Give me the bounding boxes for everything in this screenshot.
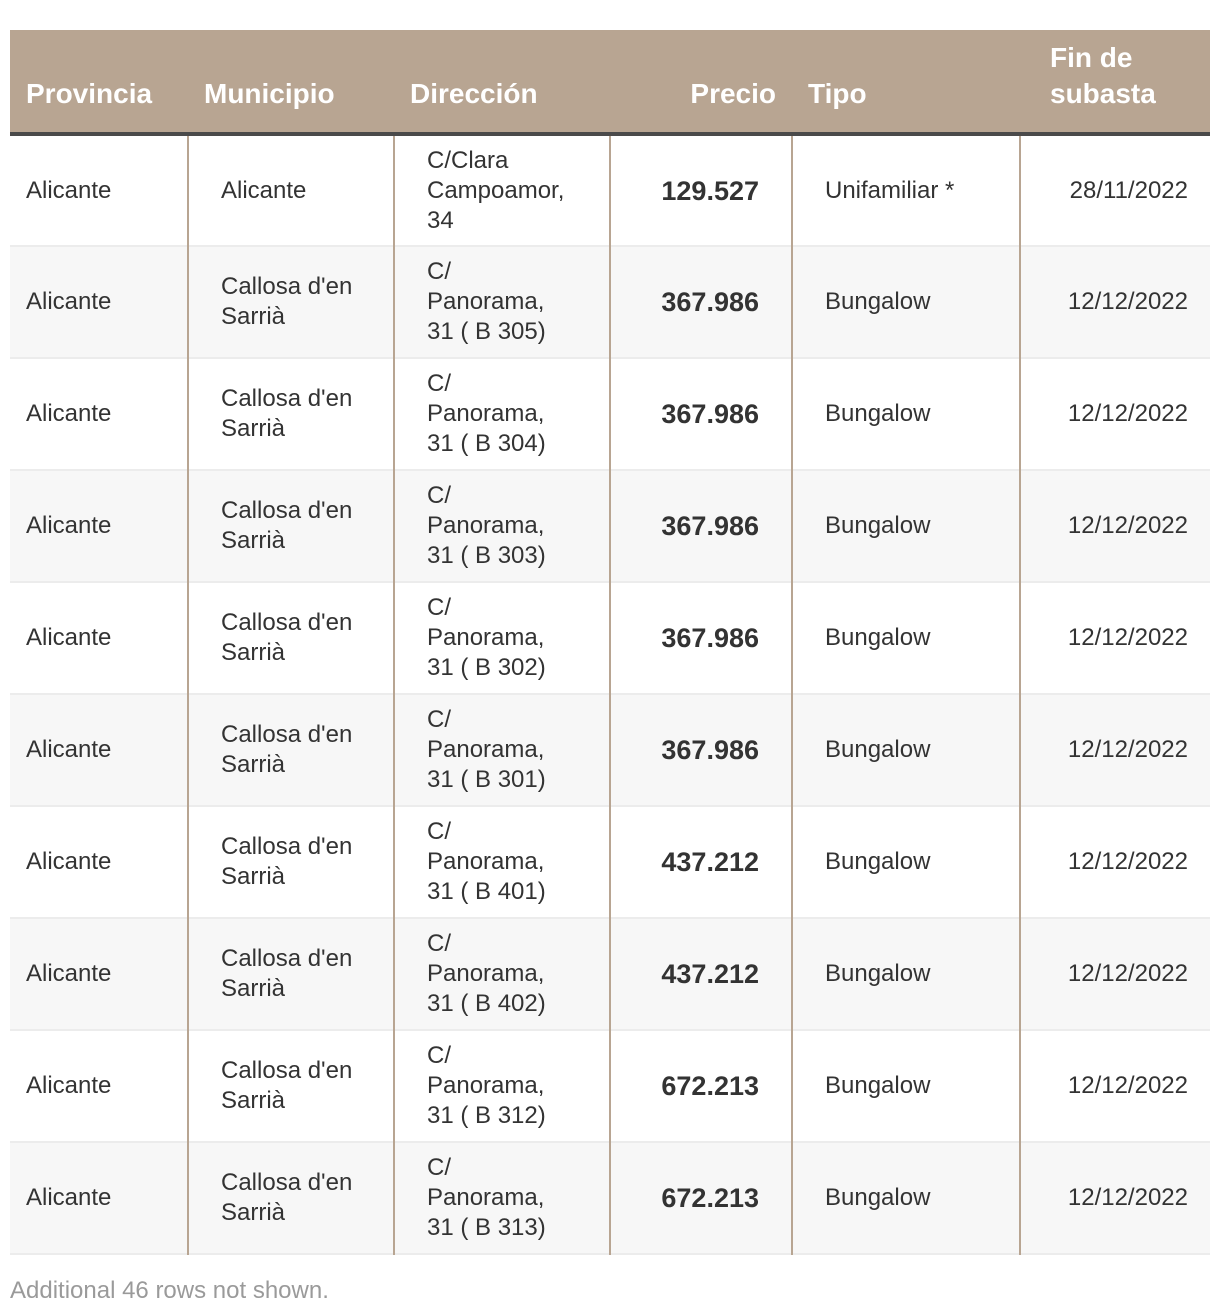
cell-tipo: Bungalow [792, 582, 1020, 694]
direccion-line: 31 ( B 313) [427, 1214, 546, 1241]
direccion-line: Panorama, [427, 1184, 545, 1211]
municipio-line: Alicante [221, 176, 307, 204]
cell-fin-de-subasta: 28/11/2022 [1020, 134, 1210, 246]
cell-precio: 437.212 [610, 806, 792, 918]
cell-tipo: Bungalow [792, 246, 1020, 358]
municipio-line: Sarrià [221, 975, 286, 1002]
direccion-line: Panorama, [427, 848, 545, 875]
column-header-precio: Precio [610, 30, 792, 134]
cell-direccion [394, 470, 610, 582]
cell-fin-de-subasta: 12/12/2022 [1020, 246, 1210, 358]
cell-provincia: Alicante [26, 400, 112, 427]
direccion-line: Campoamor, [427, 176, 565, 204]
direccion-line: Panorama, [427, 400, 545, 427]
municipio-line: Callosa d'en [221, 1057, 353, 1084]
auction-table [10, 30, 1210, 1255]
municipio-line: Callosa d'en [221, 609, 353, 636]
cell-provincia: Alicante [26, 176, 112, 204]
column-header-tipo: Tipo [792, 30, 1020, 134]
header-fin-line2: subasta [1050, 78, 1156, 109]
cell-fin-de-subasta: 12/12/2022 [1020, 358, 1210, 470]
municipio-line: Callosa d'en [221, 833, 353, 860]
table-row [10, 918, 1210, 1030]
direccion-line: C/Clara [427, 146, 509, 174]
cell-precio: 367.986 [610, 358, 792, 470]
direccion-line: Panorama, [427, 960, 545, 987]
direccion-line: 31 ( B 303) [427, 542, 546, 569]
direccion-line: 31 ( B 304) [427, 430, 546, 457]
table-row [10, 582, 1210, 694]
cell-direccion [394, 1030, 610, 1142]
rows-not-shown-note: Additional 46 rows not shown. [10, 1277, 329, 1304]
cell-direccion [394, 806, 610, 918]
direccion-line: C/ [427, 258, 451, 285]
municipio-line: Callosa d'en [221, 721, 353, 748]
column-header-municipio: Municipio [188, 30, 394, 134]
cell-provincia: Alicante [26, 1072, 112, 1099]
cell-fin-de-subasta: 12/12/2022 [1020, 806, 1210, 918]
cell-tipo: Bungalow [792, 470, 1020, 582]
cell-municipio [188, 1030, 394, 1142]
municipio-line: Sarrià [221, 1087, 286, 1114]
header-row [10, 30, 1210, 134]
cell-direccion [394, 246, 610, 358]
direccion-line: C/ [427, 1042, 451, 1069]
cell-precio: 437.212 [610, 918, 792, 1030]
direccion-line: 31 ( B 302) [427, 654, 546, 681]
cell-precio: 367.986 [610, 694, 792, 806]
cell-tipo: Bungalow [792, 806, 1020, 918]
table-row [10, 694, 1210, 806]
cell-provincia: Alicante [26, 288, 112, 315]
cell-tipo: Unifamiliar * [792, 134, 1020, 246]
auction-table-container [10, 30, 1210, 1255]
municipio-line: Sarrià [221, 527, 286, 554]
municipio-line: Sarrià [221, 639, 286, 666]
cell-direccion [394, 694, 610, 806]
direccion-line: 31 ( B 401) [427, 878, 546, 905]
municipio-line: Sarrià [221, 751, 286, 778]
cell-tipo: Bungalow [792, 1142, 1020, 1254]
direccion-line: Panorama, [427, 736, 545, 763]
direccion-line: C/ [427, 818, 451, 845]
cell-municipio [188, 1142, 394, 1254]
direccion-line: 31 ( B 305) [427, 318, 546, 345]
municipio-line: Callosa d'en [221, 945, 353, 972]
cell-tipo: Bungalow [792, 358, 1020, 470]
direccion-line: Panorama, [427, 512, 545, 539]
table-row [10, 134, 1210, 246]
column-header-direccion: Dirección [394, 30, 610, 134]
table-row [10, 358, 1210, 470]
cell-precio: 129.527 [610, 134, 792, 246]
cell-municipio [188, 918, 394, 1030]
table-row [10, 246, 1210, 358]
cell-fin-de-subasta: 12/12/2022 [1020, 1030, 1210, 1142]
cell-precio: 672.213 [610, 1030, 792, 1142]
cell-provincia: Alicante [26, 512, 112, 539]
cell-municipio [188, 470, 394, 582]
direccion-line: C/ [427, 706, 451, 733]
municipio-line: Callosa d'en [221, 273, 353, 300]
cell-municipio [188, 134, 394, 246]
direccion-line: C/ [427, 930, 451, 957]
cell-direccion [394, 1142, 610, 1254]
table-row [10, 806, 1210, 918]
column-header-provincia: Provincia [10, 30, 188, 134]
cell-precio: 672.213 [610, 1142, 792, 1254]
direccion-line: Panorama, [427, 288, 545, 315]
cell-municipio [188, 806, 394, 918]
cell-direccion [394, 134, 610, 246]
direccion-line: 31 ( B 402) [427, 990, 546, 1017]
cell-municipio [188, 582, 394, 694]
direccion-line: 31 ( B 312) [427, 1102, 546, 1129]
table-row [10, 470, 1210, 582]
cell-precio: 367.986 [610, 582, 792, 694]
cell-municipio [188, 358, 394, 470]
municipio-line: Sarrià [221, 303, 286, 330]
table-body [10, 134, 1210, 1254]
cell-provincia: Alicante [26, 736, 112, 763]
cell-provincia: Alicante [26, 1184, 112, 1211]
cell-municipio [188, 246, 394, 358]
cell-direccion [394, 582, 610, 694]
cell-tipo: Bungalow [792, 1030, 1020, 1142]
direccion-line: C/ [427, 370, 451, 397]
direccion-line: C/ [427, 594, 451, 621]
municipio-line: Callosa d'en [221, 385, 353, 412]
table-row [10, 1030, 1210, 1142]
cell-fin-de-subasta: 12/12/2022 [1020, 470, 1210, 582]
direccion-line: C/ [427, 482, 451, 509]
table-header [10, 30, 1210, 134]
cell-fin-de-subasta: 12/12/2022 [1020, 694, 1210, 806]
direccion-line: C/ [427, 1154, 451, 1181]
cell-tipo: Bungalow [792, 694, 1020, 806]
direccion-line: Panorama, [427, 1072, 545, 1099]
municipio-line: Callosa d'en [221, 1169, 353, 1196]
table-row [10, 1142, 1210, 1254]
cell-provincia: Alicante [26, 960, 112, 987]
cell-municipio [188, 694, 394, 806]
cell-tipo: Bungalow [792, 918, 1020, 1030]
municipio-line: Sarrià [221, 1199, 286, 1226]
direccion-line: Panorama, [427, 624, 545, 651]
cell-fin-de-subasta: 12/12/2022 [1020, 1142, 1210, 1254]
municipio-line: Sarrià [221, 863, 286, 890]
column-header-fin-de-subasta [1020, 30, 1210, 134]
cell-fin-de-subasta: 12/12/2022 [1020, 582, 1210, 694]
cell-fin-de-subasta: 12/12/2022 [1020, 918, 1210, 1030]
cell-precio: 367.986 [610, 246, 792, 358]
cell-direccion [394, 918, 610, 1030]
direccion-line: 31 ( B 301) [427, 766, 546, 793]
municipio-line: Callosa d'en [221, 497, 353, 524]
cell-direccion [394, 358, 610, 470]
cell-provincia: Alicante [26, 624, 112, 651]
municipio-line: Sarrià [221, 415, 286, 442]
header-fin-line1: Fin de [1050, 42, 1133, 73]
cell-provincia: Alicante [26, 848, 112, 875]
cell-precio: 367.986 [610, 470, 792, 582]
direccion-line: 34 [427, 206, 454, 234]
